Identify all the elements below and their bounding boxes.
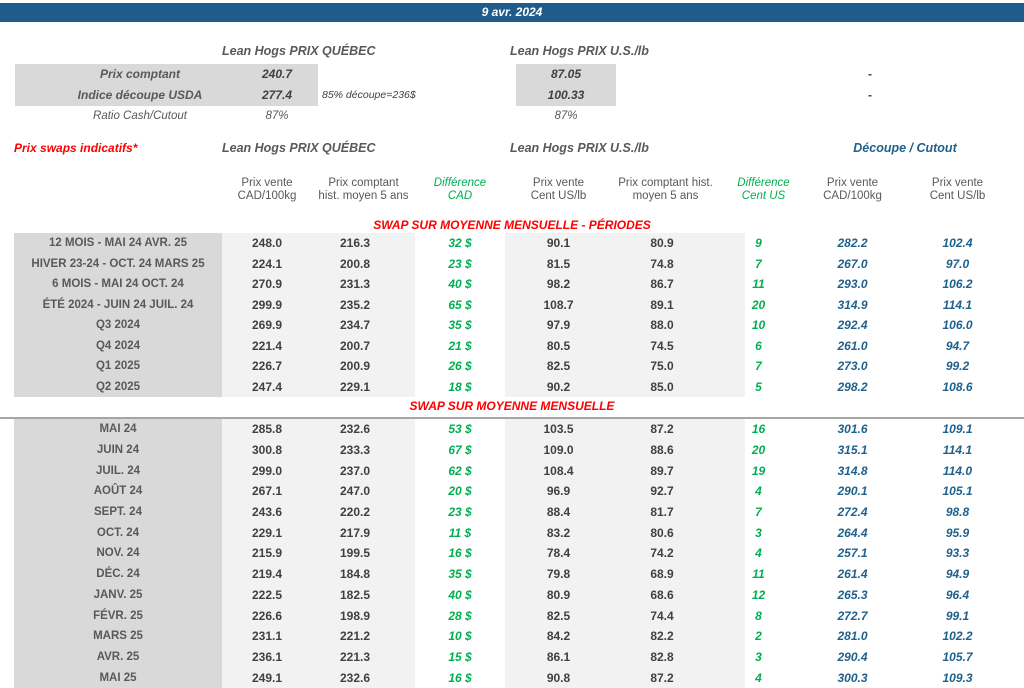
us-sell-price: 79.8 bbox=[505, 564, 612, 585]
us-hist-price: 74.2 bbox=[612, 543, 745, 564]
us-sell-price: 86.1 bbox=[505, 647, 612, 668]
difference-cad: 10 $ bbox=[448, 629, 472, 644]
difference-cad: 53 $ bbox=[448, 422, 472, 437]
difference-us: 4 bbox=[755, 670, 762, 685]
qc-hist-price: 184.8 bbox=[312, 564, 415, 585]
table-row bbox=[14, 274, 1010, 295]
us-hist-price: 82.8 bbox=[612, 647, 745, 668]
us-hist-price: 75.0 bbox=[612, 356, 745, 377]
period-label: Q4 2024 bbox=[14, 336, 222, 357]
date-banner: 9 avr. 2024 bbox=[0, 3, 1024, 22]
qc-sell-price: 231.1 bbox=[222, 626, 312, 647]
cutout-us-price: 114.1 bbox=[942, 297, 973, 312]
qc-sell-price: 269.9 bbox=[222, 315, 312, 336]
qc-hist-price: 220.2 bbox=[312, 502, 415, 523]
us-hist-price: 81.7 bbox=[612, 502, 745, 523]
qc-hist-price: 235.2 bbox=[312, 295, 415, 316]
table-row bbox=[14, 233, 1010, 254]
cutout-cad-price: 265.3 bbox=[837, 587, 868, 602]
qc-sell-price: 215.9 bbox=[222, 543, 312, 564]
cutout-us-price: 99.1 bbox=[945, 608, 970, 623]
qc-sell-price: 236.1 bbox=[222, 647, 312, 668]
col-header-spacer bbox=[14, 163, 222, 217]
us-sell-price: 81.5 bbox=[505, 254, 612, 275]
qc-hist-price: 200.9 bbox=[312, 356, 415, 377]
difference-us: 16 bbox=[751, 422, 766, 437]
us-cutout-index: 100.33 bbox=[547, 88, 585, 102]
section-banner-periods: SWAP SUR MOYENNE MENSUELLE - PÉRIODES bbox=[373, 218, 651, 232]
difference-us: 20 bbox=[751, 443, 766, 458]
us-hist-price: 68.6 bbox=[612, 585, 745, 606]
qc-hist-price: 200.8 bbox=[312, 254, 415, 275]
col-header-label: Prix vente CAD/100kg bbox=[237, 177, 297, 202]
cutout-us-price: 97.0 bbox=[945, 256, 970, 271]
qc-hist-price: 217.9 bbox=[312, 522, 415, 543]
table-row bbox=[14, 626, 1010, 647]
cutout-us-price: 102.4 bbox=[942, 236, 973, 251]
period-label: Q3 2024 bbox=[14, 315, 222, 336]
difference-cad: 11 $ bbox=[448, 525, 472, 540]
cutout-us-price: 94.9 bbox=[945, 567, 970, 582]
us-spot-price: 87.05 bbox=[550, 67, 582, 81]
qc-sell-price: 243.6 bbox=[222, 502, 312, 523]
cutout-us-price: 94.7 bbox=[945, 338, 970, 353]
cutout-us-price: 114.1 bbox=[942, 443, 973, 458]
period-label: SEPT. 24 bbox=[14, 502, 222, 523]
spot-row-ratio bbox=[0, 106, 1024, 127]
qc-ratio: 87% bbox=[265, 110, 289, 122]
col-header-cutout-cad bbox=[800, 163, 905, 217]
period-label: JANV. 25 bbox=[14, 585, 222, 606]
col-header-qc-hist bbox=[312, 163, 415, 217]
qc-hist-price: 200.7 bbox=[312, 336, 415, 357]
qc-sell-price: 299.0 bbox=[222, 460, 312, 481]
us-sell-price: 96.9 bbox=[505, 481, 612, 502]
cutout-note: 85% découpe=236$ bbox=[322, 89, 416, 101]
cutout-us-price: 108.6 bbox=[942, 379, 973, 394]
us-sell-price: 97.9 bbox=[505, 315, 612, 336]
table-row bbox=[14, 419, 1010, 440]
qc-sell-price: 229.1 bbox=[222, 522, 312, 543]
qc-sell-price: 300.8 bbox=[222, 440, 312, 461]
cutout-cad-price: 314.9 bbox=[837, 297, 868, 312]
table-row bbox=[14, 502, 1010, 523]
us-hist-price: 89.1 bbox=[612, 295, 745, 316]
us-hist-price: 85.0 bbox=[612, 377, 745, 398]
us-hist-price: 68.9 bbox=[612, 564, 745, 585]
cutout-cad-price: 267.0 bbox=[837, 256, 868, 271]
difference-us: 7 bbox=[755, 256, 762, 271]
col-header-label: Différence CAD bbox=[433, 177, 487, 202]
section-banner-monthly: SWAP SUR MOYENNE MENSUELLE bbox=[409, 399, 615, 413]
period-label: MAI 24 bbox=[14, 419, 222, 440]
qc-sell-price: 221.4 bbox=[222, 336, 312, 357]
period-label: Q2 2025 bbox=[14, 377, 222, 398]
period-label: AOÛT 24 bbox=[14, 481, 222, 502]
difference-cad: 16 $ bbox=[448, 670, 472, 685]
difference-us: 3 bbox=[755, 649, 762, 664]
period-label: MARS 25 bbox=[14, 626, 222, 647]
cutout-cad-price: 272.4 bbox=[837, 505, 868, 520]
us-hist-price: 80.6 bbox=[612, 522, 745, 543]
us-sell-price: 90.1 bbox=[505, 233, 612, 254]
period-label: DÉC. 24 bbox=[14, 564, 222, 585]
period-label: AVR. 25 bbox=[14, 647, 222, 668]
qc-sell-price: 249.1 bbox=[222, 667, 312, 688]
cutout-us-price: 109.1 bbox=[942, 422, 973, 437]
cutout-us-price: 96.4 bbox=[945, 587, 970, 602]
period-label: NOV. 24 bbox=[14, 543, 222, 564]
table-row bbox=[14, 254, 1010, 275]
spot-row-prix-comptant bbox=[0, 64, 1024, 85]
qc-sell-price: 267.1 bbox=[222, 481, 312, 502]
cutout-cad-price: 261.0 bbox=[837, 338, 868, 353]
difference-us: 4 bbox=[755, 484, 762, 499]
difference-cad: 65 $ bbox=[448, 297, 472, 312]
cutout-cad-price: 257.1 bbox=[837, 546, 868, 561]
difference-us: 3 bbox=[755, 525, 762, 540]
difference-cad: 20 $ bbox=[448, 484, 472, 499]
difference-cad: 62 $ bbox=[448, 463, 472, 478]
col-header-diff-cad bbox=[415, 163, 505, 217]
table-row bbox=[14, 440, 1010, 461]
us-hist-price: 80.9 bbox=[612, 233, 745, 254]
us-sell-price: 90.8 bbox=[505, 667, 612, 688]
us-sell-price: 78.4 bbox=[505, 543, 612, 564]
qc-sell-price: 226.6 bbox=[222, 605, 312, 626]
table-row bbox=[14, 460, 1010, 481]
table-row bbox=[14, 543, 1010, 564]
difference-cad: 35 $ bbox=[448, 318, 472, 333]
us-sell-price: 80.9 bbox=[505, 585, 612, 606]
cutout-us-price: 106.2 bbox=[942, 277, 973, 292]
col-header-cutout-us bbox=[905, 163, 1010, 217]
cutout-dash: - bbox=[868, 88, 872, 102]
period-label: 6 MOIS - MAI 24 OCT. 24 bbox=[14, 274, 222, 295]
difference-cad: 23 $ bbox=[448, 256, 472, 271]
difference-us: 19 bbox=[751, 463, 766, 478]
cutout-cad-price: 261.4 bbox=[837, 567, 868, 582]
cutout-cad-price: 290.1 bbox=[837, 484, 868, 499]
period-label: JUIN 24 bbox=[14, 440, 222, 461]
swaps-qc-header: Lean Hogs PRIX QUÉBEC bbox=[222, 141, 376, 155]
cutout-cad-price: 281.0 bbox=[837, 629, 868, 644]
cutout-us-price: 98.8 bbox=[945, 505, 970, 520]
qc-hist-price: 234.7 bbox=[312, 315, 415, 336]
table-row bbox=[14, 522, 1010, 543]
cutout-cad-price: 282.2 bbox=[837, 236, 868, 251]
cutout-section-header: Découpe / Cutout bbox=[853, 141, 957, 155]
cutout-cad-price: 290.4 bbox=[837, 649, 868, 664]
qc-spot-price: 240.7 bbox=[261, 67, 293, 81]
spot-us-header: Lean Hogs PRIX U.S./lb bbox=[510, 44, 649, 58]
cutout-cad-price: 314.8 bbox=[837, 463, 868, 478]
periods-table bbox=[14, 233, 1010, 397]
us-sell-price: 90.2 bbox=[505, 377, 612, 398]
us-sell-price: 82.5 bbox=[505, 605, 612, 626]
period-label: FÉVR. 25 bbox=[14, 605, 222, 626]
cutout-cad-price: 264.4 bbox=[837, 525, 868, 540]
cutout-cad-price: 300.3 bbox=[837, 670, 868, 685]
us-hist-price: 92.7 bbox=[612, 481, 745, 502]
col-header-us-vente bbox=[505, 163, 612, 217]
difference-cad: 21 $ bbox=[448, 338, 472, 353]
us-sell-price: 109.0 bbox=[505, 440, 612, 461]
cutout-us-price: 95.9 bbox=[945, 525, 970, 540]
table-row bbox=[14, 585, 1010, 606]
cutout-cad-price: 301.6 bbox=[837, 422, 868, 437]
row-label: Ratio Cash/Cutout bbox=[93, 110, 187, 122]
qc-hist-price: 216.3 bbox=[312, 233, 415, 254]
cutout-us-price: 93.3 bbox=[945, 546, 970, 561]
us-hist-price: 87.2 bbox=[612, 419, 745, 440]
qc-hist-price: 237.0 bbox=[312, 460, 415, 481]
period-label: HIVER 23-24 - OCT. 24 MARS 25 bbox=[14, 254, 222, 275]
difference-cad: 28 $ bbox=[448, 608, 472, 623]
us-ratio: 87% bbox=[554, 110, 578, 122]
monthly-table bbox=[14, 419, 1010, 688]
table-row bbox=[14, 336, 1010, 357]
qc-sell-price: 248.0 bbox=[222, 233, 312, 254]
col-header-label: Différence Cent US bbox=[737, 177, 790, 202]
table-row bbox=[14, 647, 1010, 668]
spot-row-indice-decoupe bbox=[0, 85, 1024, 106]
difference-us: 2 bbox=[755, 629, 762, 644]
period-label: JUIL. 24 bbox=[14, 460, 222, 481]
us-hist-price: 88.0 bbox=[612, 315, 745, 336]
us-hist-price: 89.7 bbox=[612, 460, 745, 481]
difference-cad: 23 $ bbox=[448, 505, 472, 520]
qc-hist-price: 231.3 bbox=[312, 274, 415, 295]
col-header-label: Prix vente CAD/100kg bbox=[823, 177, 882, 202]
us-hist-price: 74.5 bbox=[612, 336, 745, 357]
difference-cad: 67 $ bbox=[448, 443, 472, 458]
row-label: Prix comptant bbox=[99, 67, 180, 81]
us-hist-price: 82.2 bbox=[612, 626, 745, 647]
difference-us: 8 bbox=[755, 608, 762, 623]
us-sell-price: 83.2 bbox=[505, 522, 612, 543]
table-row bbox=[14, 315, 1010, 336]
cutout-us-price: 114.0 bbox=[942, 463, 973, 478]
col-header-us-hist bbox=[612, 163, 745, 217]
cutout-us-price: 109.3 bbox=[942, 670, 973, 685]
us-hist-price: 87.2 bbox=[612, 667, 745, 688]
qc-hist-price: 247.0 bbox=[312, 481, 415, 502]
qc-sell-price: 222.5 bbox=[222, 585, 312, 606]
cutout-us-price: 105.1 bbox=[942, 484, 973, 499]
cutout-cad-price: 315.1 bbox=[837, 443, 868, 458]
period-label: OCT. 24 bbox=[14, 522, 222, 543]
qc-sell-price: 285.8 bbox=[222, 419, 312, 440]
table-row bbox=[14, 295, 1010, 316]
difference-us: 12 bbox=[751, 587, 766, 602]
us-hist-price: 86.7 bbox=[612, 274, 745, 295]
difference-cad: 40 $ bbox=[448, 587, 472, 602]
swaps-us-header: Lean Hogs PRIX U.S./lb bbox=[510, 141, 649, 155]
qc-hist-price: 221.2 bbox=[312, 626, 415, 647]
cutout-cad-price: 298.2 bbox=[837, 379, 868, 394]
difference-cad: 35 $ bbox=[448, 567, 472, 582]
us-sell-price: 108.4 bbox=[505, 460, 612, 481]
row-label: Indice découpe USDA bbox=[77, 88, 203, 102]
col-header-label: Prix comptant hist. moyen 5 ans bbox=[318, 177, 409, 202]
spot-qc-header: Lean Hogs PRIX QUÉBEC bbox=[222, 44, 376, 58]
period-label: Q1 2025 bbox=[14, 356, 222, 377]
difference-us: 20 bbox=[751, 297, 766, 312]
cutout-cad-price: 292.4 bbox=[837, 318, 868, 333]
cutout-dash: - bbox=[868, 67, 872, 81]
qc-hist-price: 229.1 bbox=[312, 377, 415, 398]
us-sell-price: 84.2 bbox=[505, 626, 612, 647]
qc-hist-price: 182.5 bbox=[312, 585, 415, 606]
col-header-label: Prix vente Cent US/lb bbox=[929, 177, 986, 202]
qc-hist-price: 232.6 bbox=[312, 419, 415, 440]
table-row bbox=[14, 356, 1010, 377]
column-header-row bbox=[14, 163, 1010, 217]
table-row bbox=[14, 667, 1010, 688]
difference-us: 7 bbox=[755, 359, 762, 374]
period-label: ÉTÉ 2024 - JUIN 24 JUIL. 24 bbox=[14, 295, 222, 316]
qc-hist-price: 199.5 bbox=[312, 543, 415, 564]
difference-cad: 18 $ bbox=[448, 379, 472, 394]
difference-us: 5 bbox=[755, 379, 762, 394]
difference-us: 10 bbox=[751, 318, 766, 333]
qc-hist-price: 221.3 bbox=[312, 647, 415, 668]
table-row bbox=[14, 605, 1010, 626]
table-row bbox=[14, 377, 1010, 398]
period-label: MAI 25 bbox=[14, 667, 222, 688]
qc-sell-price: 299.9 bbox=[222, 295, 312, 316]
qc-sell-price: 224.1 bbox=[222, 254, 312, 275]
qc-hist-price: 233.3 bbox=[312, 440, 415, 461]
qc-sell-price: 247.4 bbox=[222, 377, 312, 398]
qc-hist-price: 232.6 bbox=[312, 667, 415, 688]
qc-hist-price: 198.9 bbox=[312, 605, 415, 626]
difference-cad: 40 $ bbox=[448, 277, 472, 292]
difference-us: 11 bbox=[752, 567, 765, 582]
swaps-title: Prix swaps indicatifs* bbox=[14, 141, 138, 155]
us-sell-price: 98.2 bbox=[505, 274, 612, 295]
difference-us: 11 bbox=[752, 277, 765, 292]
table-row bbox=[14, 481, 1010, 502]
difference-cad: 26 $ bbox=[448, 359, 472, 374]
cutout-us-price: 99.2 bbox=[945, 359, 970, 374]
us-sell-price: 108.7 bbox=[505, 295, 612, 316]
cutout-cad-price: 273.0 bbox=[837, 359, 868, 374]
qc-sell-price: 219.4 bbox=[222, 564, 312, 585]
qc-sell-price: 226.7 bbox=[222, 356, 312, 377]
difference-us: 6 bbox=[755, 338, 762, 353]
col-header-qc-vente bbox=[222, 163, 312, 217]
col-header-label: Prix comptant hist. moyen 5 ans bbox=[618, 177, 713, 202]
cutout-us-price: 106.0 bbox=[942, 318, 973, 333]
qc-cutout-index: 277.4 bbox=[261, 88, 293, 102]
us-hist-price: 74.8 bbox=[612, 254, 745, 275]
difference-cad: 32 $ bbox=[448, 236, 472, 251]
difference-us: 7 bbox=[755, 505, 762, 520]
us-hist-price: 74.4 bbox=[612, 605, 745, 626]
difference-cad: 15 $ bbox=[448, 649, 472, 664]
cutout-cad-price: 272.7 bbox=[837, 608, 868, 623]
period-label: 12 MOIS - MAI 24 AVR. 25 bbox=[14, 233, 222, 254]
difference-us: 4 bbox=[755, 546, 762, 561]
col-header-label: Prix vente Cent US/lb bbox=[530, 177, 587, 202]
difference-cad: 16 $ bbox=[448, 546, 472, 561]
us-sell-price: 88.4 bbox=[505, 502, 612, 523]
cutout-us-price: 105.7 bbox=[942, 649, 973, 664]
table-row bbox=[14, 564, 1010, 585]
col-header-diff-us bbox=[737, 163, 800, 217]
qc-sell-price: 270.9 bbox=[222, 274, 312, 295]
us-sell-price: 80.5 bbox=[505, 336, 612, 357]
cutout-us-price: 102.2 bbox=[942, 629, 973, 644]
us-sell-price: 103.5 bbox=[505, 419, 612, 440]
us-hist-price: 88.6 bbox=[612, 440, 745, 461]
cutout-cad-price: 293.0 bbox=[837, 277, 868, 292]
us-sell-price: 82.5 bbox=[505, 356, 612, 377]
difference-us: 9 bbox=[755, 236, 762, 251]
